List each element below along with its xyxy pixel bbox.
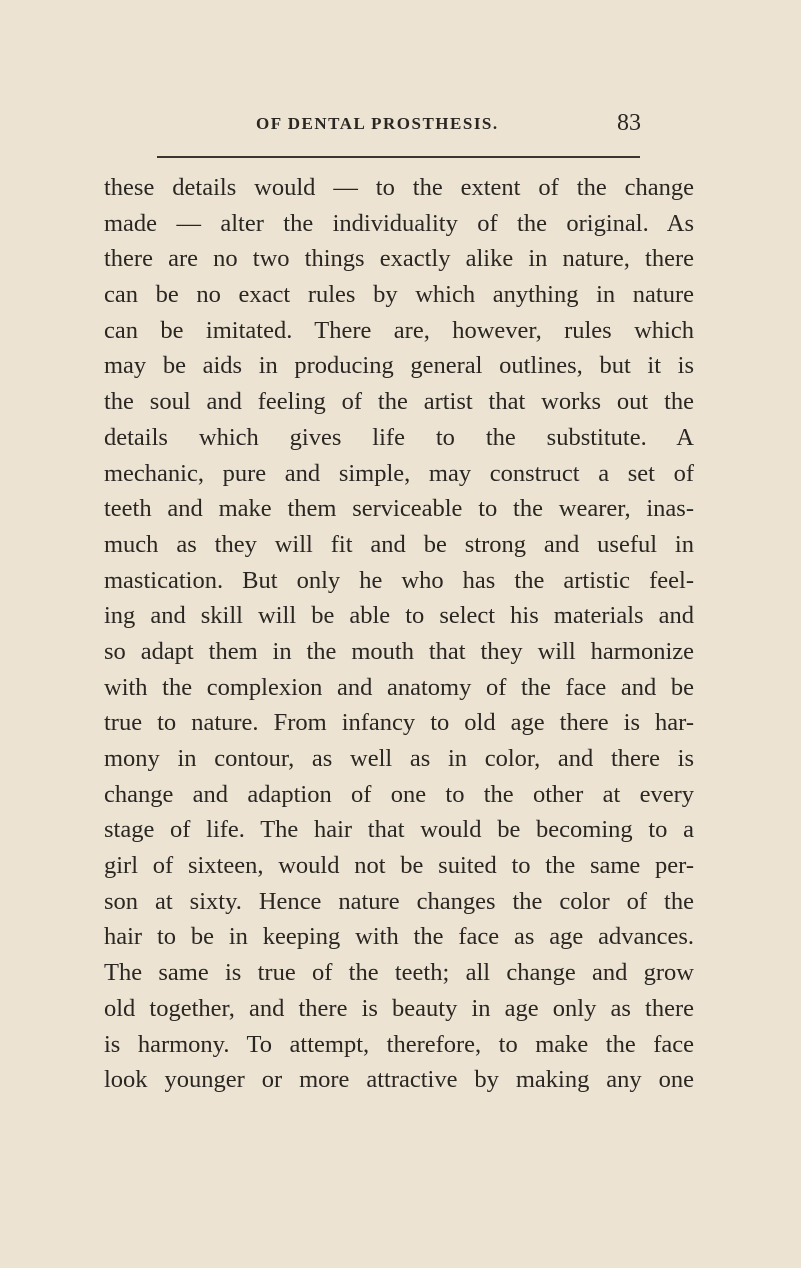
text-line: can be imitated. There are, however, rules which bbox=[104, 316, 694, 344]
body-text bbox=[104, 170, 694, 1098]
text-line: true to nature. From infancy to old age there is har- bbox=[104, 709, 694, 737]
text-line: girl of sixteen, would not be suited to the same per- bbox=[104, 852, 694, 880]
text-line: stage of life. The hair that would be becoming to a bbox=[104, 816, 694, 844]
text-line: look younger or more attractive by making any one bbox=[104, 1066, 694, 1094]
page-header bbox=[156, 110, 641, 142]
text-line: mony in contour, as well as in color, and there is bbox=[104, 745, 694, 772]
text-line: teeth and make them serviceable to the wearer, inas- bbox=[104, 495, 694, 523]
text-line: the soul and feeling of the artist that works out the bbox=[104, 388, 694, 416]
text-line: these details would — to the extent of the change bbox=[104, 174, 694, 201]
page-number: 83 bbox=[617, 110, 641, 136]
running-head: OF DENTAL PROSTHESIS. bbox=[256, 114, 499, 133]
text-line: there are no two things exactly alike in nature, there bbox=[104, 245, 694, 273]
text-line: mechanic, pure and simple, may construct a set of bbox=[104, 459, 694, 487]
header-rule bbox=[157, 156, 640, 158]
text-line: The same is true of the teeth; all change and grow bbox=[104, 959, 694, 987]
text-line: son at sixty. Hence nature changes the color of the bbox=[104, 887, 694, 915]
text-line: with the complexion and anatomy of the face and be bbox=[104, 673, 694, 701]
text-line: is harmony. To attempt, therefore, to make the face bbox=[104, 1030, 694, 1058]
text-line: can be no exact rules by which anything in nature bbox=[104, 281, 694, 309]
text-line: made — alter the individuality of the original. As bbox=[104, 209, 694, 237]
text-line: much as they will fit and be strong and useful in bbox=[104, 530, 694, 558]
text-line: so adapt them in the mouth that they will harmonize bbox=[104, 637, 694, 665]
text-line: old together, and there is beauty in age only as there bbox=[104, 994, 694, 1022]
text-line: change and adaption of one to the other at every bbox=[104, 780, 694, 808]
text-line: ing and skill will be able to select his materials and bbox=[104, 602, 694, 630]
text-line: mastication. But only he who has the artistic feel- bbox=[104, 566, 694, 594]
text-line: details which gives life to the substitute. A bbox=[104, 423, 694, 451]
text-line: hair to be in keeping with the face as age advances. bbox=[104, 923, 694, 951]
text-line: may be aids in producing general outlines, but it is bbox=[104, 352, 694, 380]
